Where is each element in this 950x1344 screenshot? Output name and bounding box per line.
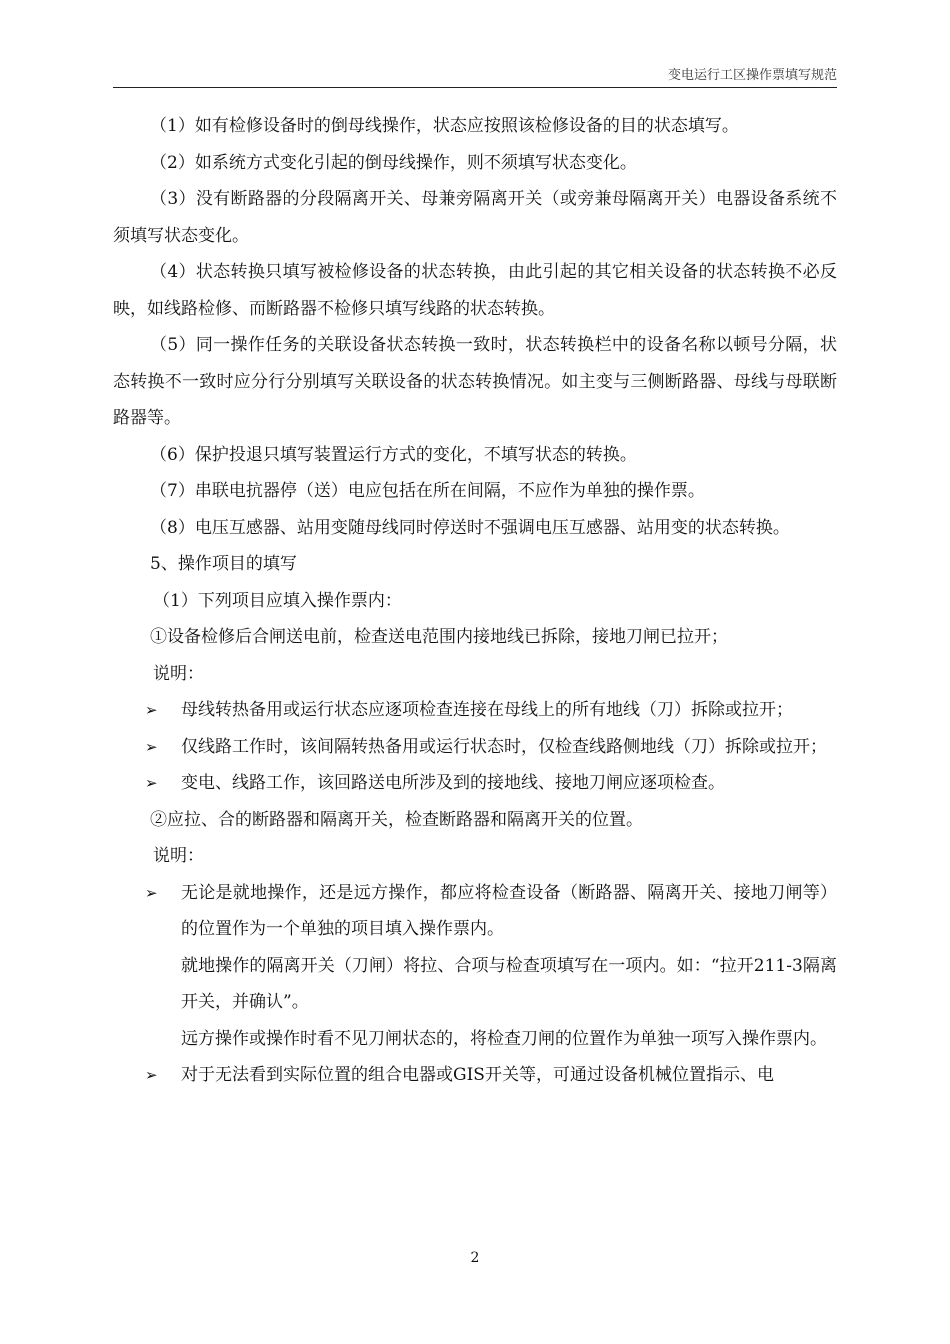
- bullet-item: [113, 765, 837, 802]
- paragraph-6: （6）保护投退只填写装置运行方式的变化，不填写状态的转换。: [150, 444, 637, 465]
- document-body: [113, 108, 837, 1094]
- bullet-arrow-icon: ➢: [145, 737, 158, 756]
- section-heading: 5、操作项目的填写: [150, 554, 297, 574]
- bullet-text: 无论是就地操作，还是远方操作，都应将检查设备（断路器、隔离开关、接地刀闸等）的位置作为一个单独的项目填入操作票内。: [181, 882, 837, 939]
- header-title: 变电运行工区操作票填写规范: [667, 68, 837, 83]
- subsection-1: （1）下列项目应填入操作票内：: [153, 590, 402, 611]
- paragraph-3: （3）没有断路器的分段隔离开关、母兼旁隔离开关（或旁兼母隔离开关）电器设备系统不须填写状态变化。: [113, 189, 837, 246]
- bullet-arrow-icon: ➢: [145, 774, 158, 792]
- bullet-arrow-icon: ➢: [145, 701, 158, 719]
- page-header: [113, 64, 837, 88]
- bullet-item: [113, 875, 837, 948]
- paragraph-4: （4）状态转换只填写被检修设备的状态转换，由此引起的其它相关设备的状态转换不必反映，如线路检修、而断路器不检修只填写线路的状态转换。: [113, 262, 837, 319]
- paragraph-1: （1）如有检修设备时的倒母线操作，状态应按照该检修设备的目的状态填写。: [150, 116, 739, 136]
- bullet-item: [113, 1057, 837, 1094]
- bullet-text: 对于无法看到实际位置的组合电器或GIS开关等，可通过设备机械位置指示、电: [181, 1065, 774, 1085]
- bullet-arrow-icon: ➢: [145, 883, 158, 902]
- item-1: ①设备检修后合闸送电前，检查送电范围内接地线已拆除，接地刀闸已拉开；: [150, 627, 728, 647]
- bullet-text: 变电、线路工作，该回路送电所涉及到的接地线、接地刀闸应逐项检查。: [181, 773, 725, 793]
- bullet-item: [113, 729, 837, 766]
- paragraph-7: （7）串联电抗器停（送）电应包括在所在间隔，不应作为单独的操作票。: [150, 481, 705, 501]
- paragraph-8: （8）电压互感器、站用变随母线同时停送时不强调电压互感器、站用变的状态转换。: [150, 517, 790, 538]
- bullet-text: 母线转热备用或运行状态应逐项检查连接在母线上的所有地线（刀）拆除或拉开；: [181, 700, 793, 720]
- note-label: 说明：: [153, 663, 204, 684]
- bullet-item: [113, 692, 837, 729]
- bullet-continuation: 远方操作或操作时看不见刀闸状态的，将检查刀闸的位置作为单独一项写入操作票内。: [181, 1028, 827, 1049]
- note-label-2: 说明：: [153, 846, 204, 866]
- bullet-text: 仅线路工作时，该间隔转热备用或运行状态时，仅检查线路侧地线（刀）拆除或拉开；: [181, 736, 827, 757]
- page-number: 2: [470, 1250, 480, 1266]
- item-2: ②应拉、合的断路器和隔离开关，检查断路器和隔离开关的位置。: [150, 809, 643, 830]
- paragraph-5: （5）同一操作任务的关联设备状态转换一致时，状态转换栏中的设备名称以顿号分隔，状态转换不一致时应分行分别填写关联设备的状态转换情况。如主变与三侧断路器、母线与母联断路器等。: [113, 335, 837, 428]
- bullet-arrow-icon: ➢: [145, 1066, 158, 1084]
- bullet-continuation: 就地操作的隔离开关（刀闸）将拉、合项与检查项填写在一项内。如：“拉开211-3隔离开关，并确认”。: [181, 955, 837, 1012]
- paragraph-2: （2）如系统方式变化引起的倒母线操作，则不须填写状态变化。: [150, 152, 637, 173]
